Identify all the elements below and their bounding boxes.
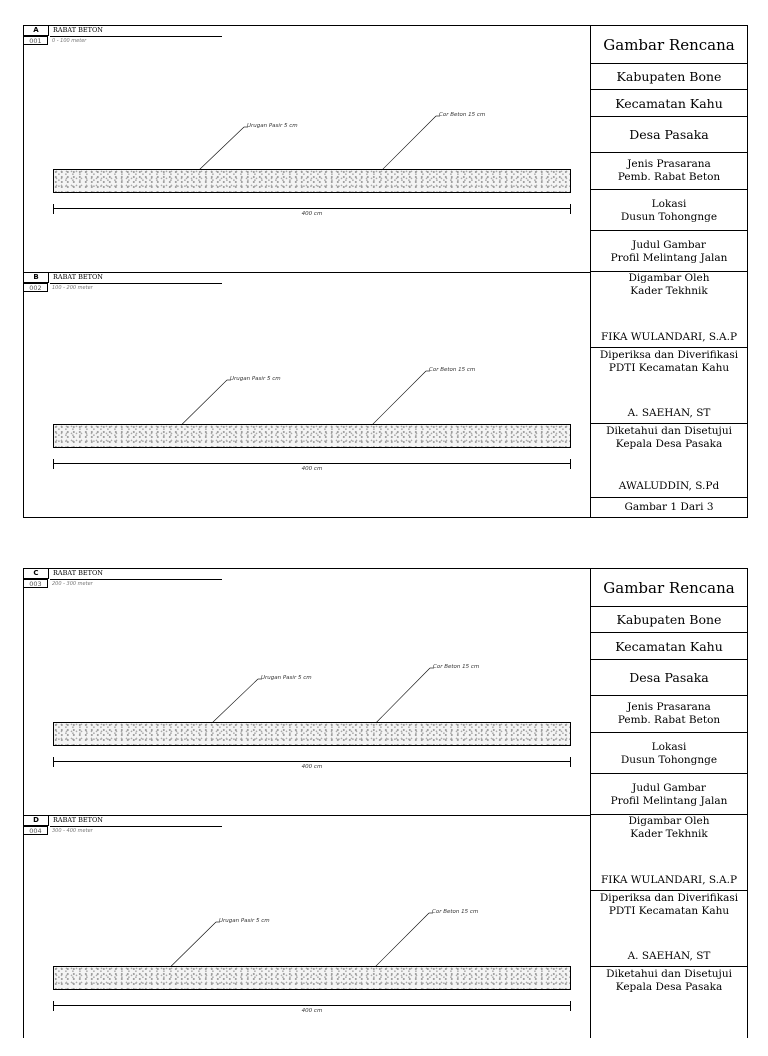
lokasi-value: Dusun Tohongnge: [620, 754, 718, 766]
kecamatan-text: Kecamatan Kahu: [615, 639, 723, 654]
panel-range: 100 - 200 meter: [52, 285, 93, 291]
kabupaten-cell: [591, 64, 747, 90]
dimension-rule: [53, 761, 571, 762]
concrete-slab: [53, 169, 571, 193]
dimension-rule: [53, 1005, 571, 1006]
sheet-number-text: Gambar 1 Dari 3: [624, 501, 714, 513]
panel-title: RABAT BETON: [53, 569, 103, 577]
kecamatan-cell: [591, 633, 747, 660]
judul-gambar-cell: [591, 231, 747, 272]
diperiksa-name: A. SAEHAN, ST: [627, 407, 711, 419]
dimension-text: 400 cm: [301, 466, 323, 472]
digambar-label: Digambar Oleh: [628, 272, 710, 284]
panel-range: 0 - 100 meter: [52, 38, 87, 44]
diperiksa-cell: [591, 891, 747, 967]
diketahui-cell: [591, 967, 747, 1047]
dimension-line: [53, 757, 571, 770]
judul-label: Judul Gambar: [632, 782, 706, 794]
diketahui-name: AWALUDDIN, S.Pd: [618, 480, 720, 492]
digambar-role: Kader Tekhnik: [630, 828, 708, 840]
lokasi-cell: [591, 733, 747, 774]
panel-letter: B: [24, 273, 49, 283]
diketahui-cell: [591, 424, 747, 498]
urugan-label: Urugan Pasir 5 cm: [261, 675, 312, 681]
cor-label: Cor Beton 15 cm: [439, 112, 486, 118]
kabupaten-text: Kabupaten Bone: [616, 612, 722, 627]
urugan-label: Urugan Pasir 5 cm: [219, 918, 270, 924]
drawing-area: [24, 569, 590, 1038]
urugan-label: Urugan Pasir 5 cm: [230, 376, 281, 382]
dimension-line: [53, 459, 571, 472]
panel-number: 001: [24, 36, 48, 45]
dimension-line: [53, 204, 571, 217]
kecamatan-text: Kecamatan Kahu: [615, 96, 723, 111]
section-panel-a: [24, 26, 590, 272]
digambar-cell: [591, 815, 747, 891]
panel-title: RABAT BETON: [53, 273, 103, 281]
cor-label: Cor Beton 15 cm: [432, 909, 479, 915]
jenis-prasarana-cell: [591, 153, 747, 190]
drawing-area: [24, 26, 590, 517]
panel-range: 200 - 300 meter: [52, 581, 93, 587]
panel-letter: C: [24, 569, 49, 579]
dimension-rule: [53, 208, 571, 209]
dimension-text: 400 cm: [301, 764, 323, 770]
section-panel-c: [24, 569, 590, 815]
panel-range: 300 - 400 meter: [52, 828, 93, 834]
dimension-line: [53, 1001, 571, 1014]
concrete-slab: [53, 966, 571, 990]
diketahui-role: Kepala Desa Pasaka: [615, 981, 723, 993]
lokasi-cell: [591, 190, 747, 231]
diketahui-label: Diketahui dan Disetujui: [606, 968, 732, 980]
diperiksa-label: Diperiksa dan Diverifikasi: [599, 892, 739, 904]
gambar-rencana-text: Gambar Rencana: [603, 36, 735, 54]
lokasi-value: Dusun Tohongnge: [620, 211, 718, 223]
digambar-name: FIKA WULANDARI, S.A.P: [600, 874, 738, 886]
leader-lines: [24, 273, 590, 513]
section-panel-b: [24, 273, 590, 519]
diketahui-label: Diketahui dan Disetujui: [606, 425, 732, 437]
panel-title: RABAT BETON: [53, 816, 103, 824]
dimension-text: 400 cm: [301, 1008, 323, 1014]
kecamatan-cell: [591, 90, 747, 117]
leader-lines: [24, 816, 590, 1056]
jenis-value: Pemb. Rabat Beton: [617, 171, 721, 183]
diperiksa-cell: [591, 348, 747, 424]
digambar-role: Kader Tekhnik: [630, 285, 708, 297]
panel-number: 003: [24, 579, 48, 588]
panel-title: RABAT BETON: [53, 26, 103, 34]
digambar-cell: [591, 272, 747, 348]
drawing-sheet-2: [23, 568, 748, 1038]
digambar-name: FIKA WULANDARI, S.A.P: [600, 331, 738, 343]
judul-label: Judul Gambar: [632, 239, 706, 251]
section-panel-d: [24, 816, 590, 1046]
cor-label: Cor Beton 15 cm: [433, 664, 480, 670]
jenis-value: Pemb. Rabat Beton: [617, 714, 721, 726]
gambar-rencana-text: Gambar Rencana: [603, 579, 735, 597]
jenis-label: Jenis Prasarana: [627, 158, 711, 170]
judul-gambar-cell: [591, 774, 747, 815]
jenis-prasarana-cell: [591, 696, 747, 733]
concrete-slab: [53, 722, 571, 746]
dimension-text: 400 cm: [301, 211, 323, 217]
sheet-number-cell: [591, 498, 747, 517]
panel-number: 002: [24, 283, 48, 292]
desa-text: Desa Pasaka: [629, 127, 709, 142]
kabupaten-text: Kabupaten Bone: [616, 69, 722, 84]
diperiksa-role: PDTI Kecamatan Kahu: [608, 905, 730, 917]
title-block: [590, 26, 747, 517]
dimension-rule: [53, 463, 571, 464]
desa-cell: [591, 660, 747, 696]
title-block: [590, 569, 747, 1038]
panel-letter: A: [24, 26, 49, 36]
gambar-rencana-cell: [591, 569, 747, 607]
concrete-slab: [53, 424, 571, 448]
diperiksa-label: Diperiksa dan Diverifikasi: [599, 349, 739, 361]
leader-lines: [24, 26, 590, 266]
diketahui-role: Kepala Desa Pasaka: [615, 438, 723, 450]
cor-label: Cor Beton 15 cm: [429, 367, 476, 373]
jenis-label: Jenis Prasarana: [627, 701, 711, 713]
judul-value: Profil Melintang Jalan: [610, 252, 728, 264]
judul-value: Profil Melintang Jalan: [610, 795, 728, 807]
drawing-sheet-1: [23, 25, 748, 518]
diperiksa-role: PDTI Kecamatan Kahu: [608, 362, 730, 374]
digambar-label: Digambar Oleh: [628, 815, 710, 827]
diperiksa-name: A. SAEHAN, ST: [627, 950, 711, 962]
lokasi-label: Lokasi: [651, 198, 687, 210]
panel-letter: D: [24, 816, 49, 826]
desa-text: Desa Pasaka: [629, 670, 709, 685]
desa-cell: [591, 117, 747, 153]
panel-number: 004: [24, 826, 48, 835]
urugan-label: Urugan Pasir 5 cm: [247, 123, 298, 129]
gambar-rencana-cell: [591, 26, 747, 64]
kabupaten-cell: [591, 607, 747, 633]
lokasi-label: Lokasi: [651, 741, 687, 753]
leader-lines: [24, 569, 590, 809]
